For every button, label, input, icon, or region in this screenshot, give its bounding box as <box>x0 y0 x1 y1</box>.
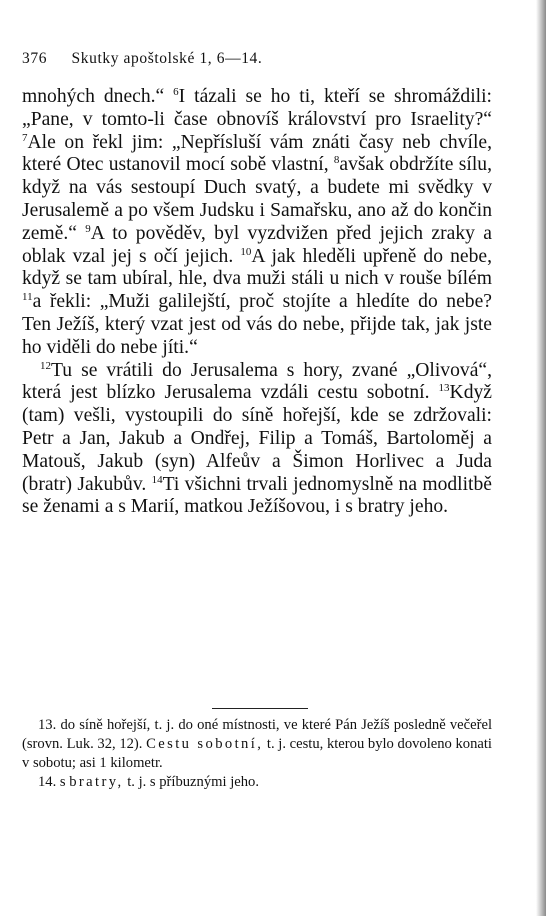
verse-number: 6 <box>173 86 179 98</box>
text-segment: Ale on řekl jim: „Nepřísluší vám znáti časy neb chvíle, které Otec ustanovil mocí sobě vlastní, <box>22 131 492 176</box>
text-segment: Ti všichni trvali jednomyslně na modlitbě se ženami a s Marií, matkou Ježíšovou, i s bratry jeho. <box>22 473 492 518</box>
verse-number: 7 <box>22 131 28 144</box>
page-edge-shadow <box>536 0 546 916</box>
verse-number: 10 <box>240 245 252 258</box>
text-segment: 13. do síně hořejší, t. j. do oné místnosti, ve které Pán Ježíš posledně večeřel (srovn. Luk. 32, 12). <box>22 717 492 752</box>
text-segment: t. j. cestu, kterou bylo dovoleno konati v sobotu; asi 1 kilometr. <box>22 736 492 771</box>
spaced-term: Cestu sobotní, <box>146 736 264 752</box>
verse-number: 12 <box>40 359 51 372</box>
footnote <box>22 716 492 773</box>
spaced-term: bratry, <box>69 774 124 790</box>
verse-number: 11 <box>22 291 33 304</box>
text-segment: I tázali se ho ti, kteří se shromáždili: „Pane, v tomto-li čase obnovíš království pro Israelity?“ <box>22 86 492 130</box>
paragraph <box>22 86 492 360</box>
text-segment: Tu se vrátili do Jerusalema s hory, zvané „Olivová“, která jest blízko Jerusalema vzdáli cestu sobotní. <box>22 359 492 404</box>
main-text <box>22 86 492 519</box>
footnotes <box>22 716 492 792</box>
text-segment: A jak hleděli upřeně do nebe, když se tam ubíral, hle, dva muži stáli u nich v rouše bílém <box>22 245 492 290</box>
text-segment: t. j. s příbuznými jeho. <box>123 774 259 790</box>
footnote-rule <box>212 708 308 709</box>
running-title: Skutky apoštolské 1, 6—14. <box>71 50 263 67</box>
running-header <box>22 50 262 68</box>
text-segment: a řekli: „Muži galilejští, proč stojíte a hledíte do nebe? Ten Ježíš, který vzat jest od vás do nebe, přijde tak, jak jste ho viděli do nebe jíti.“ <box>22 291 492 358</box>
page-number: 376 <box>22 50 48 67</box>
text-segment: 14. s <box>38 774 70 790</box>
paragraph <box>22 360 492 520</box>
verse-number: 14 <box>151 473 163 486</box>
text-segment: A to pověděv, byl vyzdvižen před jejich zraky a oblak vzal jej s očí jejich. <box>22 222 492 267</box>
text-segment: avšak obdržíte sílu, když na vás sestoupí Duch svatý, a budete mi svědky v Jerusalemě a po všem Judsku i Samařsku, ano až do končin země.“ <box>22 154 492 244</box>
verse-number: 8 <box>333 154 340 167</box>
text-segment: mnohých dnech.“ <box>22 86 174 107</box>
verse-number: 13 <box>438 382 450 395</box>
text-segment: Když (tam) vešli, vystoupili do síně hořejší, kde se zdržovali: Petr a Jan, Jakub a Ondřej, Filip a Tomáš, Bartoloměj a Matouš, Jakub (syn) Alfeův a Šimon Horlivec a Juda (bratr) Jakubův. <box>22 382 492 495</box>
verse-number: 9 <box>85 222 91 235</box>
footnote <box>22 773 492 792</box>
